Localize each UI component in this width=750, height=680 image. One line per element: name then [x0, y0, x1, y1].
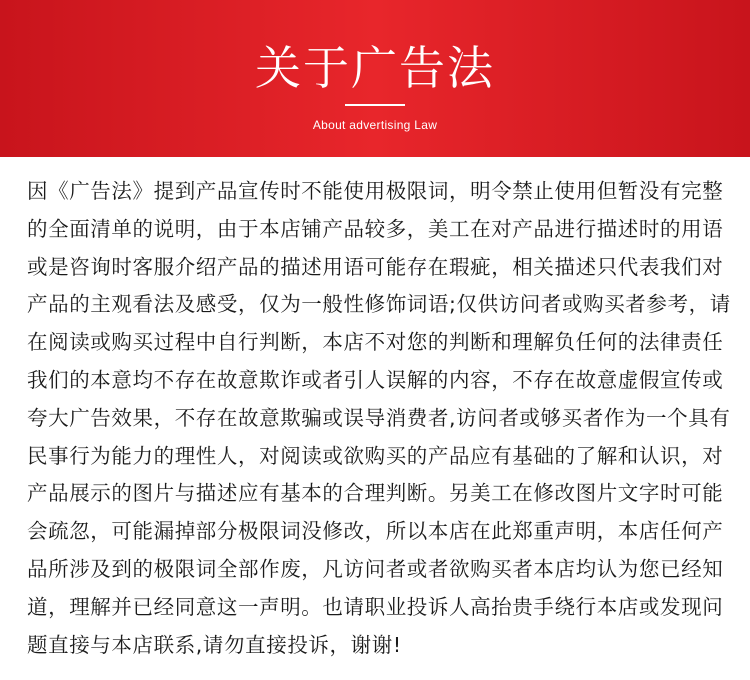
body-line: 道，理解并已经同意这一声明。也请职业投诉人高抬贵手绕行本店或发现问: [27, 594, 724, 619]
body-line: 因《广告法》提到产品宣传时不能使用极限词，明令禁止使用但暂没有完整: [27, 179, 724, 203]
body-line: 题直接与本店联系,请勿直接投诉，谢谢!: [27, 632, 402, 657]
body-line: 在阅读或购买过程中自行判断，本店不对您的判断和理解负任何的法律责任: [27, 330, 724, 355]
title-underline: [345, 104, 405, 106]
body-line: 产品的主观看法及感受，仅为一般性修饰词语;仅供访问者或购买者参考，请: [27, 292, 731, 317]
body-line: 会疏忽，可能漏掉部分极限词没修改，所以本店在此郑重声明，本店任何产: [27, 519, 724, 544]
page-title: 关于广告法: [255, 41, 495, 95]
body-line: 的全面清单的说明，由于本店铺产品较多，美工在对产品进行描述时的用语: [27, 216, 724, 241]
body-line: 民事行为能力的理性人，对阅读或欲购买的产品应有基础的了解和认识，对: [27, 443, 724, 468]
body-line: 我们的本意均不存在故意欺诈或者引人误解的内容，不存在故意虚假宣传或: [27, 367, 724, 392]
header-banner: [0, 0, 750, 157]
body-line: 夸大广告效果，不存在故意欺骗或误导消费者,访问者或够买者作为一个具有: [27, 405, 731, 430]
page-subtitle: About advertising Law: [312, 118, 438, 132]
body-line: 或是咨询时客服介绍产品的描述用语可能存在瑕疵，相关描述只代表我们对: [27, 254, 724, 279]
body-line: 产品展示的图片与描述应有基本的合理判断。另美工在修改图片文字时可能: [27, 481, 724, 506]
body-line: 品所涉及到的极限词全部作废，凡访问者或者欲购买者本店均认为您已经知: [27, 556, 724, 581]
notice-body: [27, 173, 731, 664]
